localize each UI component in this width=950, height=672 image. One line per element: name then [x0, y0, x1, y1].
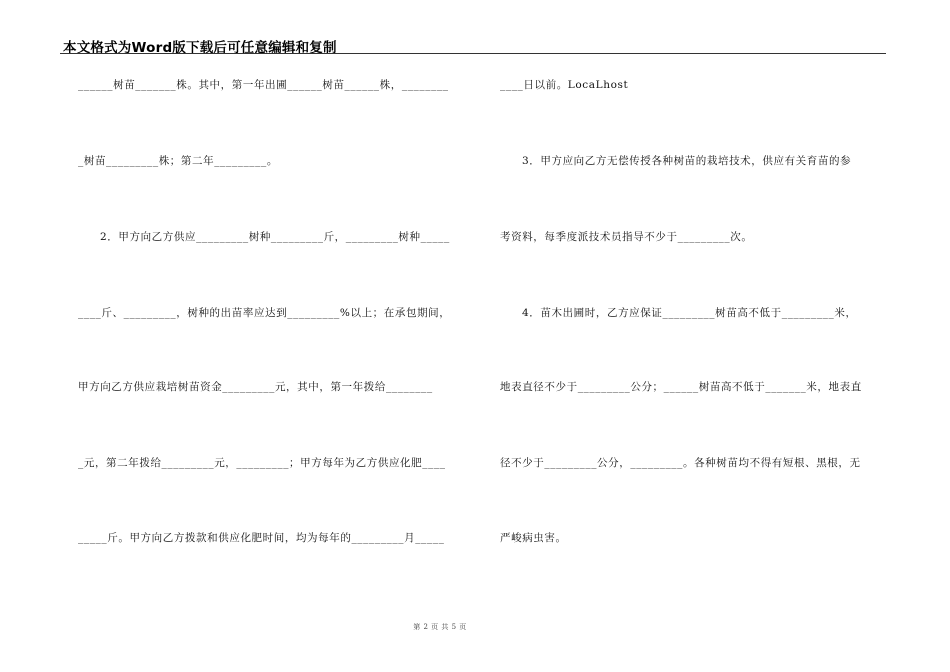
left-line-4: ____斤、_________，树种的出苗率应达到_________%以上；在承包期间， — [78, 307, 451, 319]
right-line-2: 3．甲方应向乙方无偿传授各种树苗的栽培技术，供应有关育苗的参 — [522, 155, 852, 167]
left-line-1: ______树苗_______株。其中，第一年出圃______树苗______株，________ — [78, 79, 449, 91]
right-line-3: 考资料，每季度派技术员指导不少于_________次。 — [500, 231, 753, 243]
left-line-5: 甲方向乙方供应栽培树苗资金_________元，其中，第一年拨给________ — [78, 381, 433, 393]
document-header-title: 本文格式为Word版下载后可任意编辑和复制 — [63, 40, 337, 56]
left-line-6: _元，第二年拨给_________元，_________；甲方每年为乙方供应化肥____ — [78, 457, 446, 469]
right-line-5: 地表直径不少于_________公分；______树苗高不低于_______米，地表直 — [500, 381, 862, 393]
right-line-7: 严峻病虫害。 — [500, 532, 567, 544]
left-line-3: 2．甲方向乙方供应_________树种_________斤，_________树种_____ — [100, 231, 450, 243]
left-line-7: _____斤。甲方向乙方拨款和供应化肥时间，均为每年的_________月_____ — [78, 532, 445, 544]
page-number-footer: 第 2 页 共 5 页 — [413, 623, 467, 631]
header-divider — [60, 53, 886, 54]
right-line-1: ____日以前。LocaLhost — [500, 79, 629, 91]
right-line-6: 径不少于_________公分，_________。各种树苗均不得有短根、黑根，无 — [500, 457, 861, 469]
right-line-4: 4．苗木出圃时，乙方应保证_________树苗高不低于_________米， — [522, 307, 857, 319]
left-line-2: _树苗_________株；第二年_________。 — [78, 155, 278, 167]
